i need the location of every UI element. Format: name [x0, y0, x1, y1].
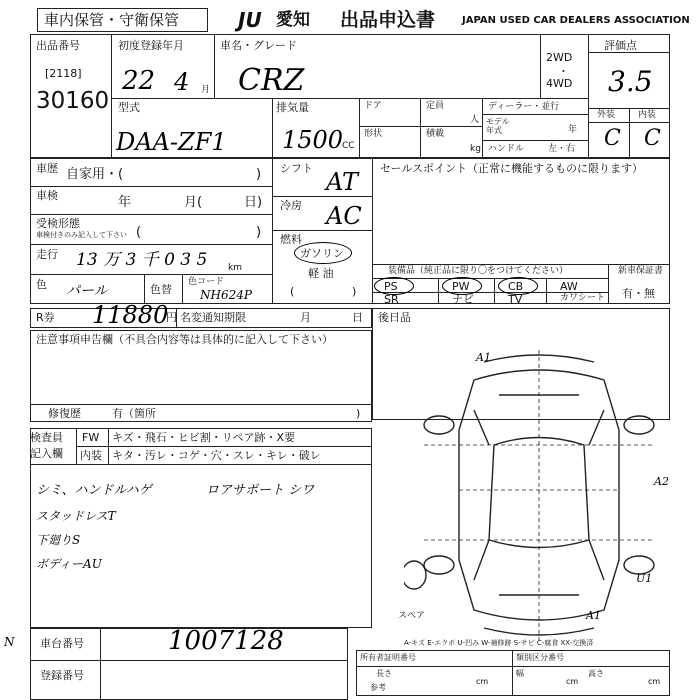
notice-day: 日	[352, 311, 363, 324]
height-label: 高さ	[588, 669, 604, 678]
shape-label: 形状	[364, 129, 383, 139]
mileage-unit: km	[228, 263, 242, 273]
color-label: 色	[36, 278, 47, 291]
displacement-label: 排気量	[276, 101, 309, 114]
mileage-value: 13 万 3 千 0 3 5	[76, 250, 208, 270]
handwritten-line-4: ボディーAU	[36, 557, 102, 571]
inspector-label-2: 記入欄	[30, 447, 63, 460]
width-label: 幅	[516, 669, 524, 678]
equipment-item: PS	[384, 280, 398, 293]
car-name-value: CRZ	[238, 63, 305, 98]
ac-label: 冷房	[280, 199, 302, 212]
grade-exterior: C	[604, 126, 621, 151]
vehicle-cert-label: 所有者証明番号	[360, 653, 416, 662]
displacement-value: 1500	[282, 126, 344, 154]
class-cert-label: 類別区分番号	[516, 653, 564, 662]
fuel-gas-circle	[294, 242, 352, 264]
repair-label: 修復歴	[48, 407, 81, 420]
handle-label: ハンドル	[488, 144, 525, 154]
fuel-open: (	[290, 285, 295, 298]
capacity-unit: 人	[470, 115, 480, 125]
shaken-label: 車検	[36, 189, 58, 202]
sales-point-label: セールスポイント（正常に機能するものに限ります）	[380, 162, 644, 175]
new-car-warranty-label: 新車保証書	[618, 266, 664, 276]
title-english: JAPAN USED CAR DEALERS ASSOCIATION	[462, 15, 690, 26]
width-unit: cm	[566, 677, 579, 686]
storage-label: 車内保管・守衛保管	[44, 11, 180, 29]
reception-note: 車検付きのみ記入して下さい	[36, 231, 127, 239]
equipment-item: AW	[560, 280, 578, 293]
reception-label: 受検形態	[36, 217, 80, 230]
mileage-label: 走行	[36, 248, 58, 261]
drive-dot: ・	[558, 65, 569, 78]
diagram-legend: A-キズ E-エクボ U-凹み W-補修跡 S-サビ C-腐食 XX-交換済	[404, 639, 594, 647]
car-name-label: 車名・グレード	[220, 39, 297, 52]
shift-value: AT	[326, 168, 359, 196]
grade-exterior-label: 外装	[597, 110, 616, 120]
reception-open: (	[136, 225, 142, 240]
repair-value: 有（箇所	[112, 407, 156, 420]
lot-label: 出品番号	[36, 39, 80, 52]
title-place: 愛知	[276, 10, 310, 30]
length-unit: cm	[476, 677, 489, 686]
title-main: 出品申込書	[340, 9, 436, 31]
reception-close: )	[256, 225, 262, 240]
handwritten-line-2: スタッドレスT	[36, 509, 116, 523]
equipment-item: TV	[508, 293, 523, 306]
diagram-spare: スペア	[398, 611, 426, 621]
color-value: パール	[66, 283, 108, 299]
displacement-unit: CC	[342, 141, 355, 151]
equipment-item: CB	[508, 280, 524, 293]
length-label: 長さ	[376, 669, 392, 678]
shaken-day: 日)	[244, 195, 263, 210]
notes-label: 注意事項申告欄（不具合内容等は具体的に記入して下さい）	[36, 333, 333, 346]
r-ticket-value: 11880	[92, 301, 169, 329]
ac-value: AC	[326, 202, 362, 230]
color-change-label: 色替	[150, 283, 172, 296]
color-code: NH624P	[200, 288, 252, 302]
registration-month: 4	[174, 68, 190, 96]
handwritten-line-1: シミ、ハンドルハゲ	[36, 483, 152, 498]
model-label: 型式	[118, 101, 140, 114]
car-diagram	[404, 350, 674, 640]
registration-label: 初度登録年月	[118, 39, 184, 52]
chassis-label: 車台番号	[40, 637, 84, 650]
equipment-item: ナビ	[452, 293, 474, 306]
model-value: DAA-ZF1	[116, 128, 227, 156]
grade-interior-label: 内装	[638, 110, 657, 120]
shift-label: シフト	[280, 162, 313, 175]
registration-month-unit: 月	[201, 85, 211, 95]
r-ticket-unit: 円	[166, 311, 177, 324]
drive-2wd: 2WD	[546, 51, 573, 64]
diagram-u1: U1	[636, 572, 653, 585]
fuel-diesel: 軽 油	[308, 267, 334, 280]
inspector-row2: キタ・汚レ・コゲ・穴・スレ・キレ・破レ	[112, 449, 321, 462]
inspector-label-1: 検査員	[30, 431, 63, 444]
inspector-row2-label: 内装	[80, 449, 102, 462]
model-year-unit: 年	[568, 125, 578, 135]
load-unit: kg	[470, 144, 481, 154]
history-label: 車歴	[36, 162, 58, 175]
ref-label: 参考	[370, 683, 386, 692]
door-label: ドア	[364, 101, 382, 111]
inspector-row1-label: FW	[82, 431, 100, 444]
equipment-label: 装備品（純正品に限り〇をつけてください）	[388, 266, 569, 276]
grade-value: 3.5	[608, 65, 653, 98]
fuel-label: 燃料	[280, 233, 302, 246]
ju-logo: JU	[238, 8, 262, 32]
equipment-item: カワシート	[560, 293, 606, 303]
color-code-label: 色コード	[188, 277, 225, 287]
r-ticket-label: R券	[36, 311, 55, 324]
fuel-gas: ガソリン	[300, 247, 344, 260]
shaken-month: 月(	[184, 195, 203, 210]
drive-4wd: 4WD	[546, 77, 573, 90]
equipment-item: SR	[384, 293, 399, 306]
grade-label: 評価点	[604, 39, 637, 52]
chassis-value: 1007128	[168, 626, 284, 656]
notice-month: 月	[300, 311, 311, 324]
shaken-year: 年	[118, 195, 132, 210]
grade-interior: C	[644, 126, 661, 151]
dealer-label: ディーラー・並行	[488, 102, 560, 112]
history-value: 自家用・(	[66, 167, 124, 182]
height-unit: cm	[648, 677, 661, 686]
equipment-item: PW	[452, 280, 470, 293]
plate-label: 登録番号	[40, 669, 84, 682]
model-year-label: モデル 年式	[486, 117, 510, 135]
lot-number: 30160	[36, 88, 110, 114]
handwritten-line-1b: ロアサポート シワ	[206, 483, 315, 498]
diagram-a1-bottom: A1	[586, 609, 601, 622]
margin-mark: N	[4, 635, 15, 649]
diagram-a2: A2	[654, 475, 669, 488]
diagram-a1-top: A1	[476, 351, 491, 364]
handle-lr: 左・右	[548, 144, 576, 154]
load-label: 積載	[426, 129, 445, 139]
fuel-close: )	[352, 285, 357, 298]
handwritten-line-3: 下廻りS	[36, 533, 81, 547]
capacity-label: 定員	[426, 101, 445, 111]
lot-bracket: [2118]	[45, 67, 82, 80]
registration-year: 22	[122, 66, 156, 96]
new-car-warranty-value: 有・無	[622, 287, 655, 300]
remarks-label: 後日品	[378, 311, 411, 324]
inspector-row1: キズ・飛石・ヒビ割・リペア跡・X要	[112, 431, 296, 444]
repair-close: )	[356, 407, 361, 420]
history-close: )	[256, 167, 262, 182]
notice-label: 名変通知期限	[180, 311, 246, 324]
